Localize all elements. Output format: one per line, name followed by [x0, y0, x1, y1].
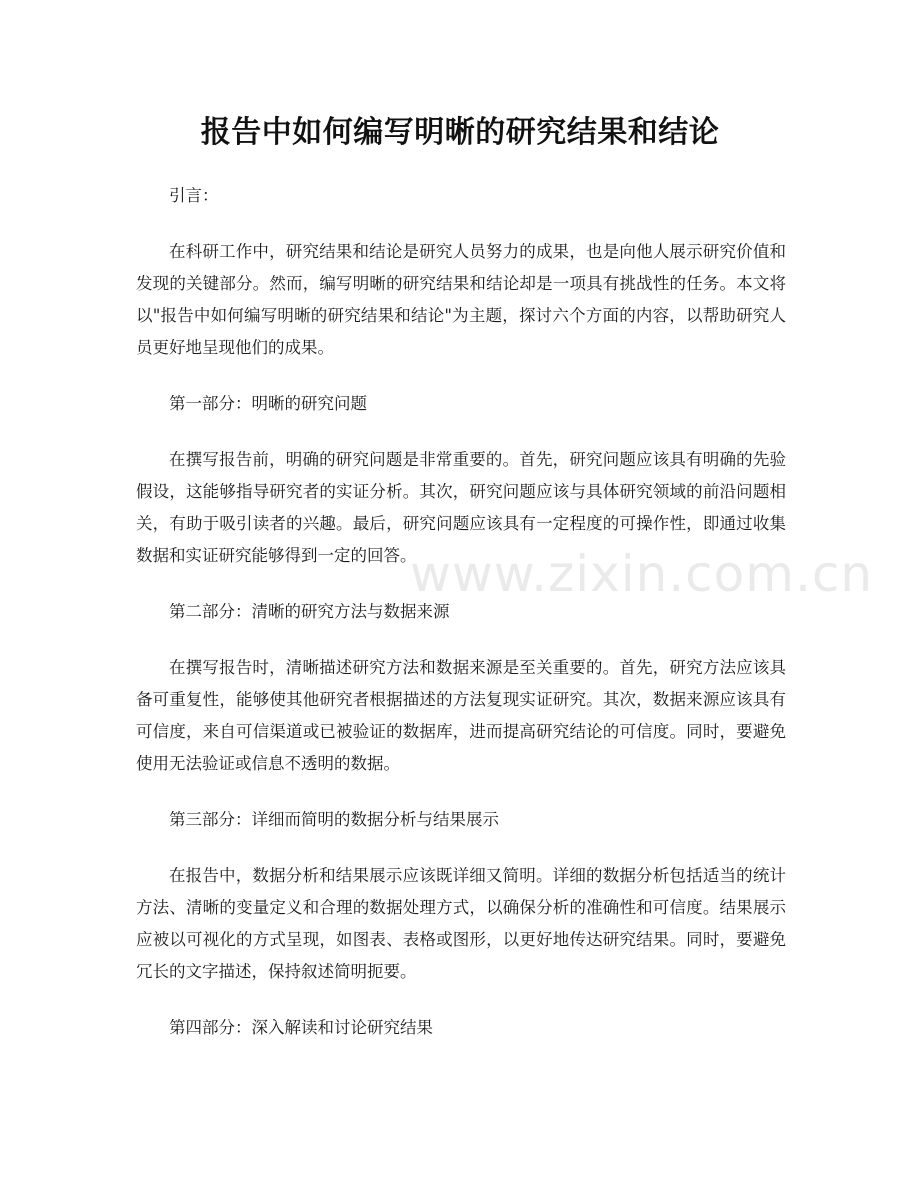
page-title: 报告中如何编写明晰的研究结果和结论 [200, 115, 720, 150]
section-heading-part-3: 第三部分：详细而简明的数据分析与结果展示 [169, 810, 499, 829]
paragraph-intro: 在科研工作中，研究结果和结论是研究人员努力的成果，也是向他人展示研究价值和发现的关键部分。然而，编写明晰的研究结果和结论却是一项具有挑战性的任务。本文将以"报告中如何编写明晰的研究结果和结论"为主题，探讨六个方面的内容，以帮助研究人员更好地呈现他们的成果。 [136, 242, 786, 357]
section-heading-part-4: 第四部分：深入解读和讨论研究结果 [169, 1018, 433, 1037]
paragraph-part-1: 在撰写报告前，明确的研究问题是非常重要的。首先，研究问题应该具有明确的先验假设，这能够指导研究者的实证分析。其次，研究问题应该与具体研究领域的前沿问题相关，有助于吸引读者的兴趣。最后，研究问题应该具有一定程度的可操作性，即通过收集数据和实证研究能够得到一定的回答。 [136, 450, 786, 565]
document-body [136, 180, 786, 1068]
section-heading-intro: 引言： [169, 186, 219, 205]
watermark-text: www.zixin.com.cn [410, 545, 874, 603]
section-heading-part-1: 第一部分：明晰的研究问题 [169, 394, 367, 413]
paragraph-part-3: 在报告中，数据分析和结果展示应该既详细又简明。详细的数据分析包括适当的统计方法、清晰的变量定义和合理的数据处理方式，以确保分析的准确性和可信度。结果展示应被以可视化的方式呈现，如图表、表格或图形，以更好地传达研究结果。同时，要避免冗长的文字描述，保持叙述简明扼要。 [136, 866, 786, 981]
paragraph-part-2: 在撰写报告时，清晰描述研究方法和数据来源是至关重要的。首先，研究方法应该具备可重复性，能够使其他研究者根据描述的方法复现实证研究。其次，数据来源应该具有可信度，来自可信渠道或已被验证的数据库，进而提高研究结论的可信度。同时，要避免使用无法验证或信息不透明的数据。 [136, 658, 786, 773]
section-heading-part-2: 第二部分：清晰的研究方法与数据来源 [169, 602, 450, 621]
